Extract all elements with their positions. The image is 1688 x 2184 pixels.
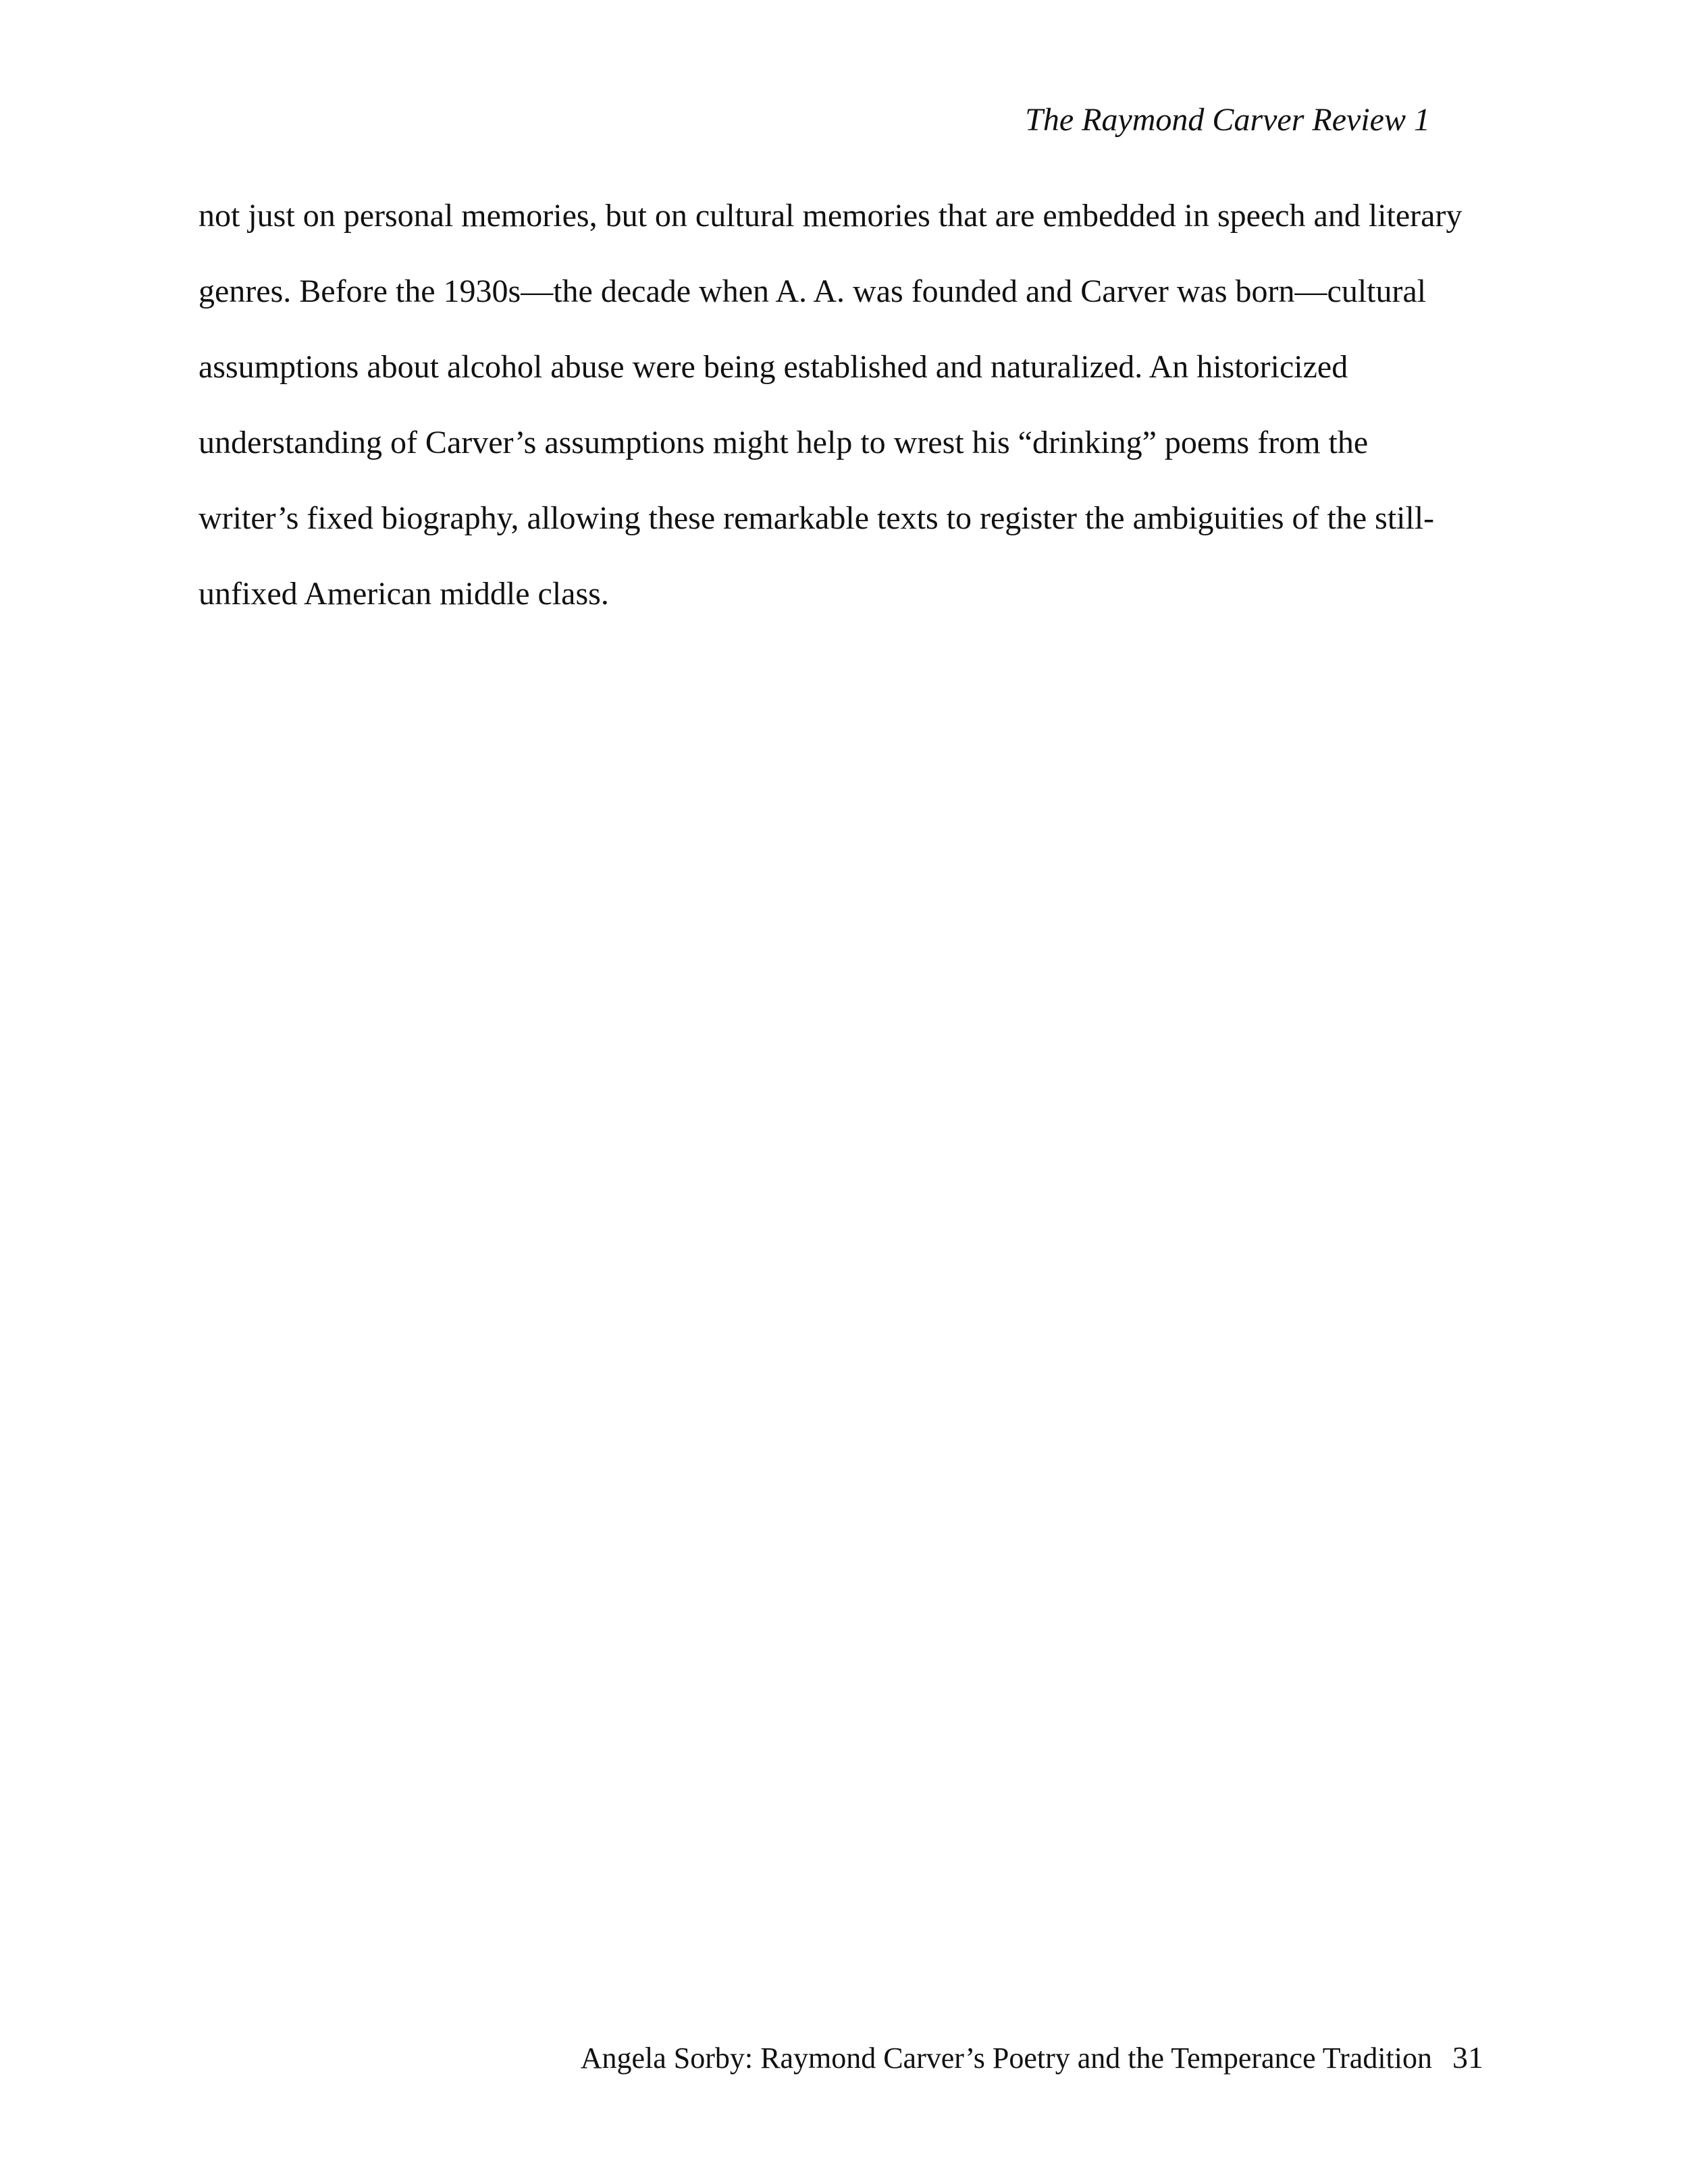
page-number: 31	[1452, 2040, 1483, 2075]
body-line: assumptions about alcohol abuse were being established and naturalized. An historicized	[199, 349, 1348, 385]
body-line: unfixed American middle class.	[199, 576, 609, 612]
body-line: genres. Before the 1930s—the decade when A. A. was founded and Carver was born—cultural	[199, 273, 1427, 309]
body-line: not just on personal memories, but on cultural memories that are embedded in speech and literary	[199, 198, 1462, 234]
body-line: writer’s fixed biography, allowing these remarkable texts to register the ambiguities of the still-	[199, 500, 1435, 536]
footer-citation: Angela Sorby: Raymond Carver’s Poetry and the Temperance Tradition	[580, 2042, 1432, 2075]
running-header: The Raymond Carver Review 1	[1025, 102, 1430, 138]
page-footer	[581, 2039, 1483, 2077]
body-paragraph	[199, 196, 1495, 649]
body-line: understanding of Carver’s assumptions might help to wrest his “drinking” poems from the	[199, 425, 1369, 460]
